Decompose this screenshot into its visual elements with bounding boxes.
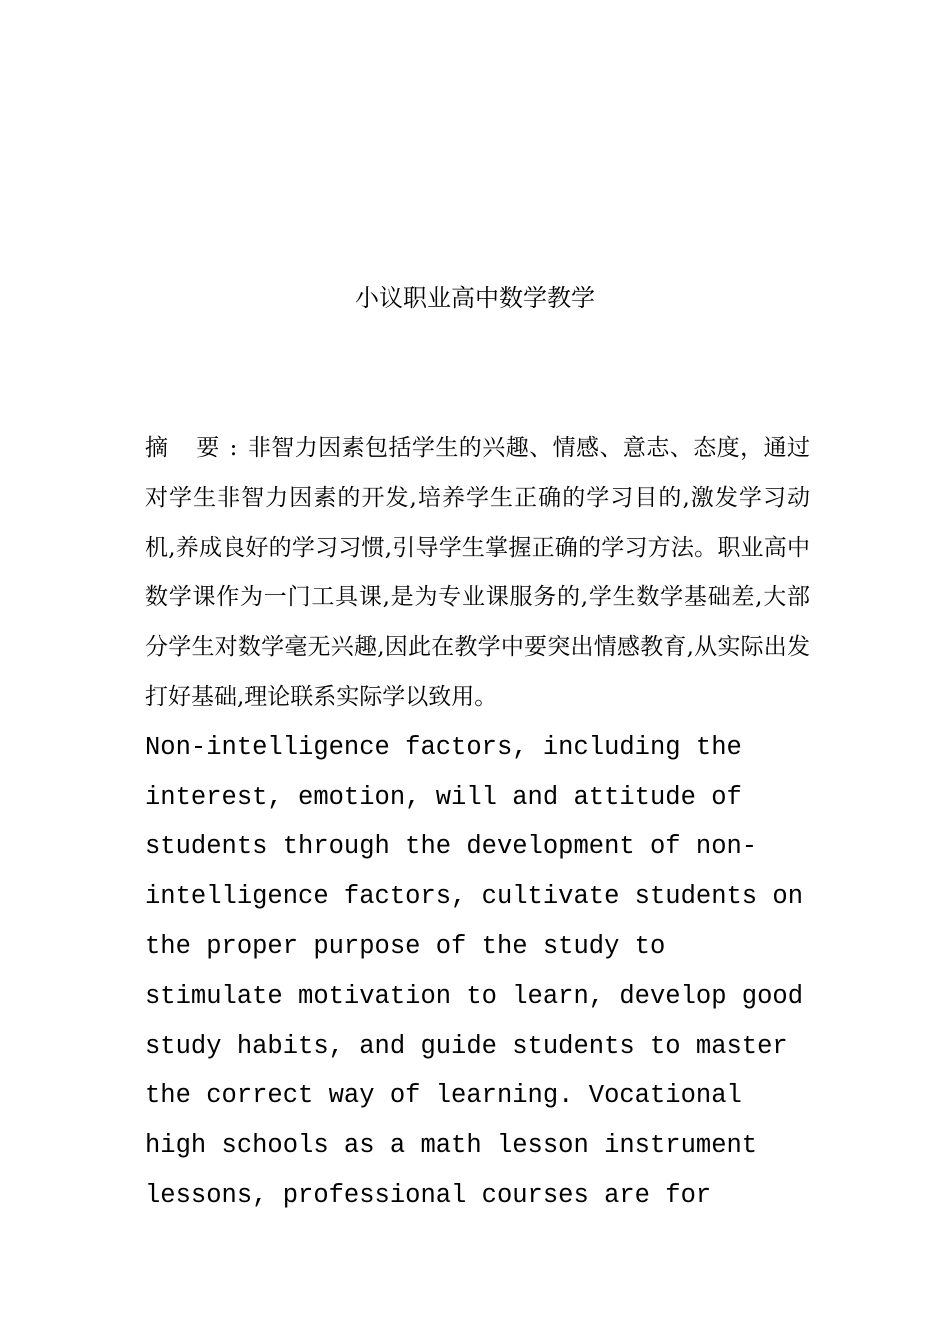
abstract-chinese-text: 非智力因素包括学生的兴趣、情感、意志、态度，通过对学生非智力因素的开发,培养学生正确的学习目的,激发学习动机,养成良好的学习习惯,引导学生掌握正确的学习方法。职业高中数学课作为一门工具课,是为专业课服务的,学生数学基础差,大部分学生对数学毫无兴趣,因此在教学中要突出情感教育,从实际出发打好基础,理论联系实际学以致用。 [145,435,811,710]
abstract-label: 摘 要: [145,435,248,461]
document-title: 小议职业高中数学教学 [355,284,595,312]
abstract-chinese [145,424,810,723]
abstract-section [145,424,810,1221]
abstract-english: Non-intelligence factors, including the interest, emotion, will and attitude of students through the development of non-intelligence factors, cultivate students on the proper purpose of the study to stimulate motivation to learn, develop good study habits, and guide students to master the correct way of learning. Vocational high schools as a math lesson instrument lessons, professional courses are for [145,732,804,1210]
